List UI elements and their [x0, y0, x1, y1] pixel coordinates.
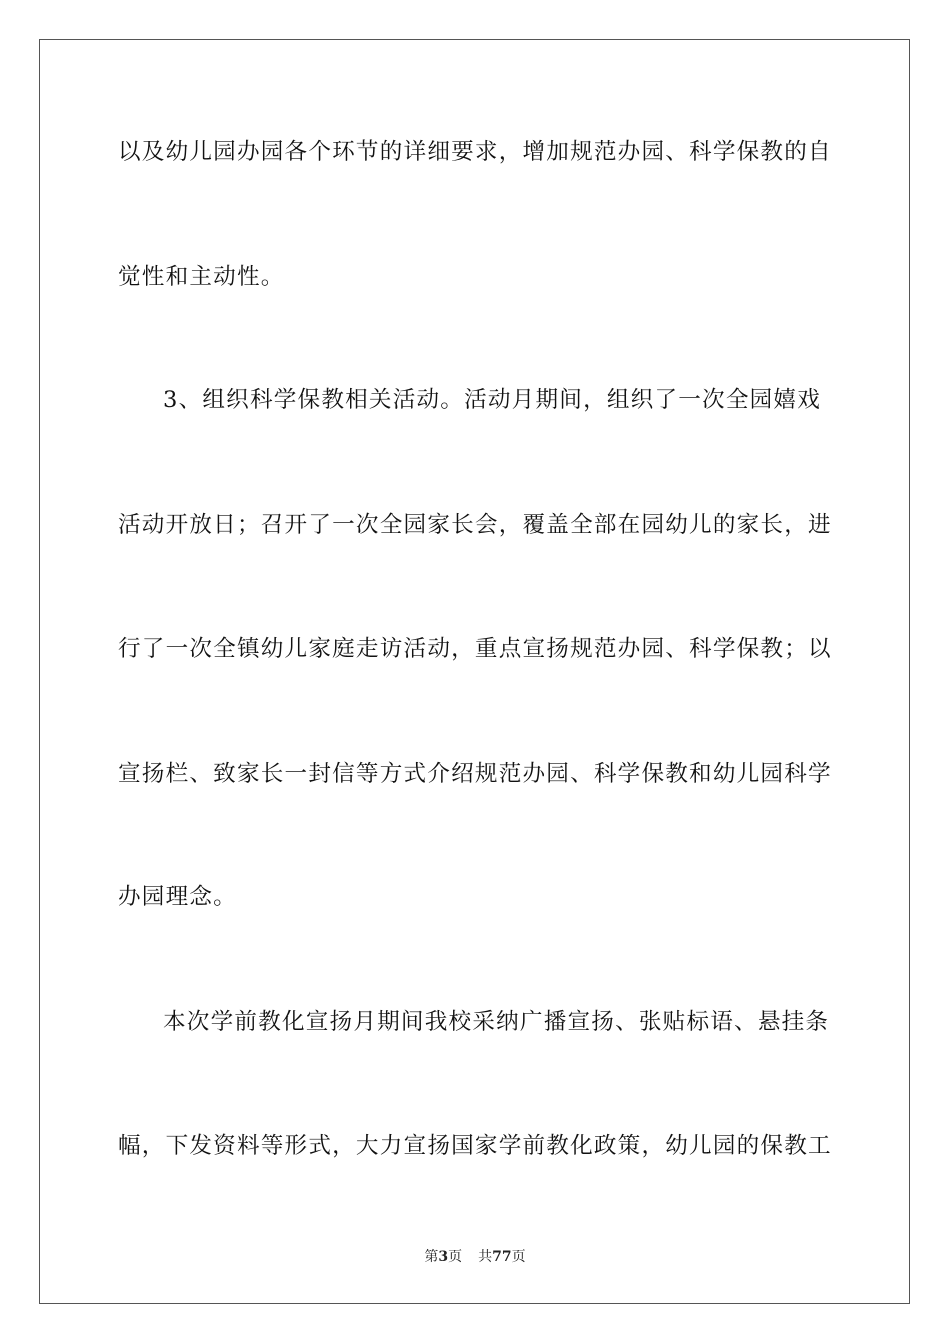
total-suffix: 页: [511, 1249, 526, 1265]
text-line-3: 3、组织科学保教相关活动。活动月期间，组织了一次全园嬉戏: [163, 387, 822, 413]
page-number: 3: [438, 1249, 449, 1265]
text-line-5: 行了一次全镇幼儿家庭走访活动，重点宣扬规范办园、科学保教；以: [118, 636, 832, 662]
text-line-7: 办园理念。: [118, 884, 237, 910]
page-suffix: 页: [448, 1249, 463, 1265]
total-prefix: 共: [478, 1249, 493, 1265]
text-line-2: 觉性和主动性。: [118, 264, 285, 290]
text-line-8: 本次学前教化宣扬月期间我校采纳广播宣扬、张贴标语、悬挂条: [163, 1009, 830, 1035]
total-pages: 77: [492, 1249, 512, 1265]
page-prefix: 第: [424, 1249, 439, 1265]
text-line-6: 宣扬栏、致家长一封信等方式介绍规范办园、科学保教和幼儿园科学: [118, 761, 832, 787]
text-line-9: 幅，下发资料等形式，大力宣扬国家学前教化政策，幼儿园的保教工: [118, 1133, 832, 1159]
page-footer: [0, 1248, 950, 1266]
page-frame: [39, 39, 910, 1304]
text-line-1: 以及幼儿园办园各个环节的详细要求，增加规范办园、科学保教的自: [118, 139, 832, 165]
text-line-4: 活动开放日；召开了一次全园家长会，覆盖全部在园幼儿的家长，进: [118, 512, 832, 538]
